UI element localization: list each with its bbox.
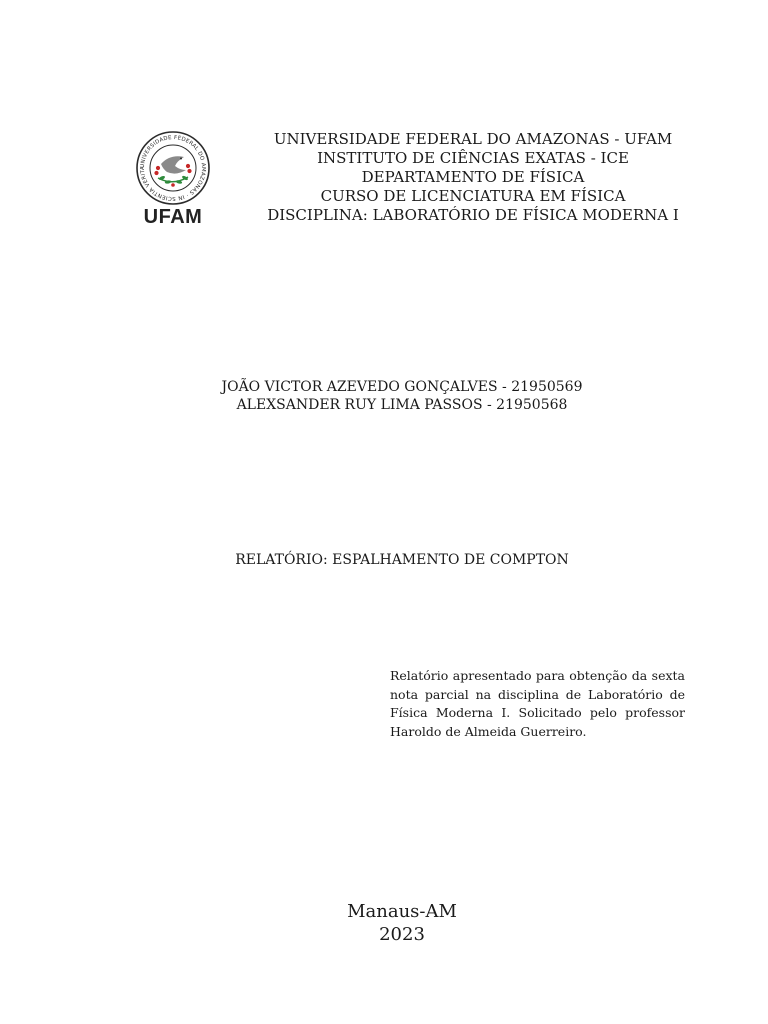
author-1: JOÃO VICTOR AZEVEDO GONÇALVES - 21950569 bbox=[221, 379, 583, 395]
year: 2023 bbox=[379, 924, 425, 945]
header-department: DEPARTAMENTO DE FÍSICA bbox=[361, 168, 585, 186]
place-date bbox=[0, 900, 768, 946]
city: Manaus-AM bbox=[347, 901, 457, 922]
report-title: RELATÓRIO: ESPALHAMENTO DE COMPTON bbox=[235, 552, 569, 568]
ufam-logo bbox=[134, 130, 212, 230]
institution-header bbox=[240, 130, 706, 225]
header-institute: INSTITUTO DE CIÊNCIAS EXATAS - ICE bbox=[317, 149, 629, 167]
ufam-seal-icon bbox=[134, 130, 212, 206]
authors-block bbox=[0, 378, 768, 414]
report-description: Relatório apresentado para obtenção da sexta nota parcial na disciplina de Laboratório de Física Moderna I. Solicitado pelo professor Haroldo de Almeida Guerreiro. bbox=[390, 668, 685, 739]
header-university: UNIVERSIDADE FEDERAL DO AMAZONAS - UFAM bbox=[273, 130, 673, 148]
header-discipline: DISCIPLINA: LABORATÓRIO DE FÍSICA MODERNA I bbox=[267, 206, 679, 224]
header-course: CURSO DE LICENCIATURA EM FÍSICA bbox=[320, 187, 626, 205]
author-2: ALEXSANDER RUY LIMA PASSOS - 21950568 bbox=[236, 397, 568, 413]
ufam-wordmark: UFAM bbox=[143, 206, 203, 228]
seal-ring-text: UNIVERSIDADE FEDERAL DO AMAZONAS · IN SCIENTIA VERITA bbox=[139, 134, 207, 202]
